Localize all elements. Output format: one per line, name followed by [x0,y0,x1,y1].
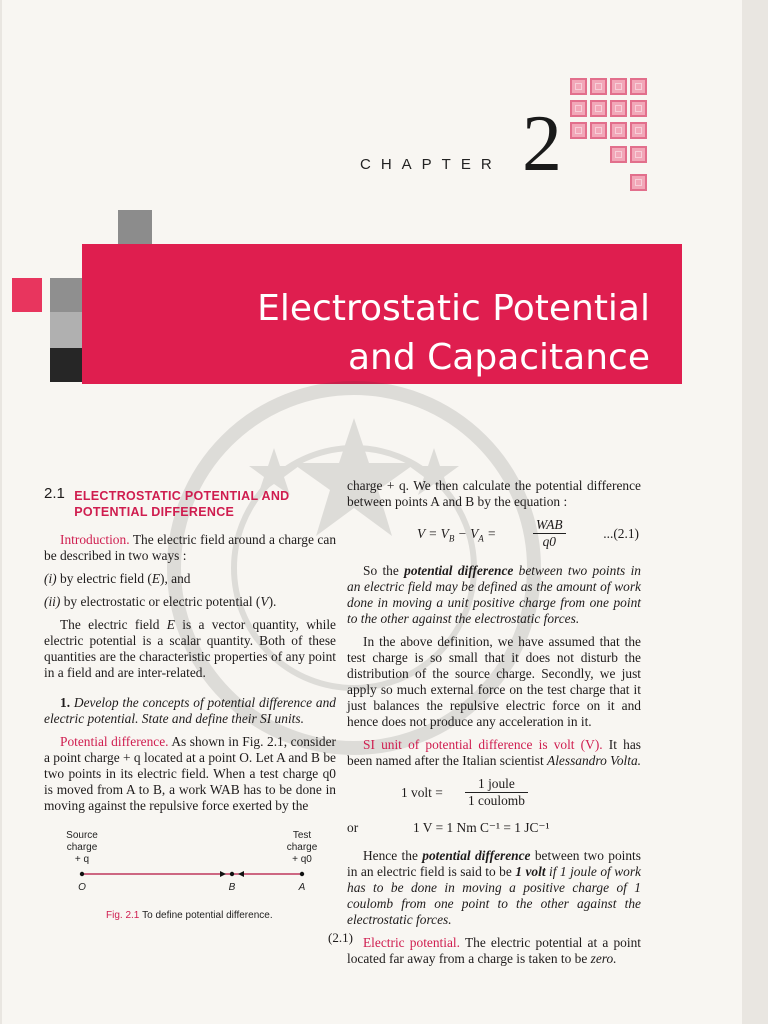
section-title-line2: POTENTIAL DIFFERENCE [74,505,235,519]
chapter-number: 2 [522,100,562,188]
si-unit-paragraph: SI unit of potential difference is volt (V). It has been named after the Italian scientist Alessandro Volta. [347,737,642,768]
page-number: (2.1) [328,930,353,945]
right-paragraph-2: In the above definition, we have assumed that the test charge is so small that it does not disturb the distribution of the source charge. Secondly, we just apply so much external force on the test charge that it just balances the repulsive electric force on it and hence does not produce any acceleration in it. [347,634,641,729]
list-item: (i) by electric field (E), and [44,571,191,586]
chapter-title [257,284,650,382]
point-a-label: A [298,882,306,893]
test-charge-label: Test charge + q0 [286,830,318,865]
field-paragraph: The electric field E is a vector quantity, while electric potential is a scalar quantity. Both of these quantities are the characteristic properties of any point in a field and are inter-related. [44,617,336,680]
textbook-page [2,0,742,1024]
figure-2-1 [58,830,328,930]
equation-ref: ...(2.1) [603,526,639,541]
right-column [347,478,641,974]
chapter-title-line2: and Capacitance [347,337,650,378]
vector-e-symbol: E [151,571,161,586]
point-b-label: B [228,882,236,893]
chapter-label: CHAPTER [360,156,502,173]
source-charge-label: Source charge + q [66,830,98,865]
section-number: 2.1 [44,485,65,502]
charge-line-diagram [58,866,328,886]
question-1: 1. Develop the concepts of potential difference and electric potential. State and define their SI units. [44,695,336,726]
left-column [44,486,336,821]
intro-label: Introduction. [60,532,130,547]
section-title-line1: ELECTROSTATIC POTENTIAL AND [74,489,290,503]
pd-definition: So the potential difference between two points in an electric field may be defined as the amount of work done in moving a unit positive charge from one point to the other against the electrostatic forces. [347,563,641,626]
volt-definition: Hence the potential difference between two points in an electric field is said to be 1 volt if 1 joule of work has to be done in moving a positive charge of 1 coulomb from one point to the other against the electrostatic forces. [347,848,641,927]
figure-caption: Fig. 2.1 To define potential difference. [106,910,273,921]
right-paragraph-1: charge + q. We then calculate the potential difference between points A and B by the equation : [347,478,641,509]
equation-volt-units: or 1 V = 1 Nm C⁻¹ = 1 JC⁻¹ [347,820,550,835]
list-item: (ii) by electrostatic or electric potential (V). [44,594,277,609]
potential-difference-paragraph: Potential difference. As shown in Fig. 2.1, consider a point charge + q located at a point O. Let A and B be two points in its electric field. When a test charge q0 is moved from A to B, a work WAB has to be done in moving against the repulsive force exerted by the [44,734,336,813]
equation-2-1: $V = V_B - V_A$ = WAB q0 ...(2.1) [417,517,639,549]
point-o-label: O [78,882,86,893]
section-heading [44,486,336,520]
chapter-title-line1: Electrostatic Potential [257,288,650,329]
intro-paragraph: Introduction. The electric field around a charge can be described in two ways : [44,532,337,563]
equation-volt: 1 volt = 1 joule 1 coulomb [347,776,641,812]
electric-potential-paragraph: Electric potential. The electric potential at a point located far away from a charge is taken to be zero. [347,935,642,966]
